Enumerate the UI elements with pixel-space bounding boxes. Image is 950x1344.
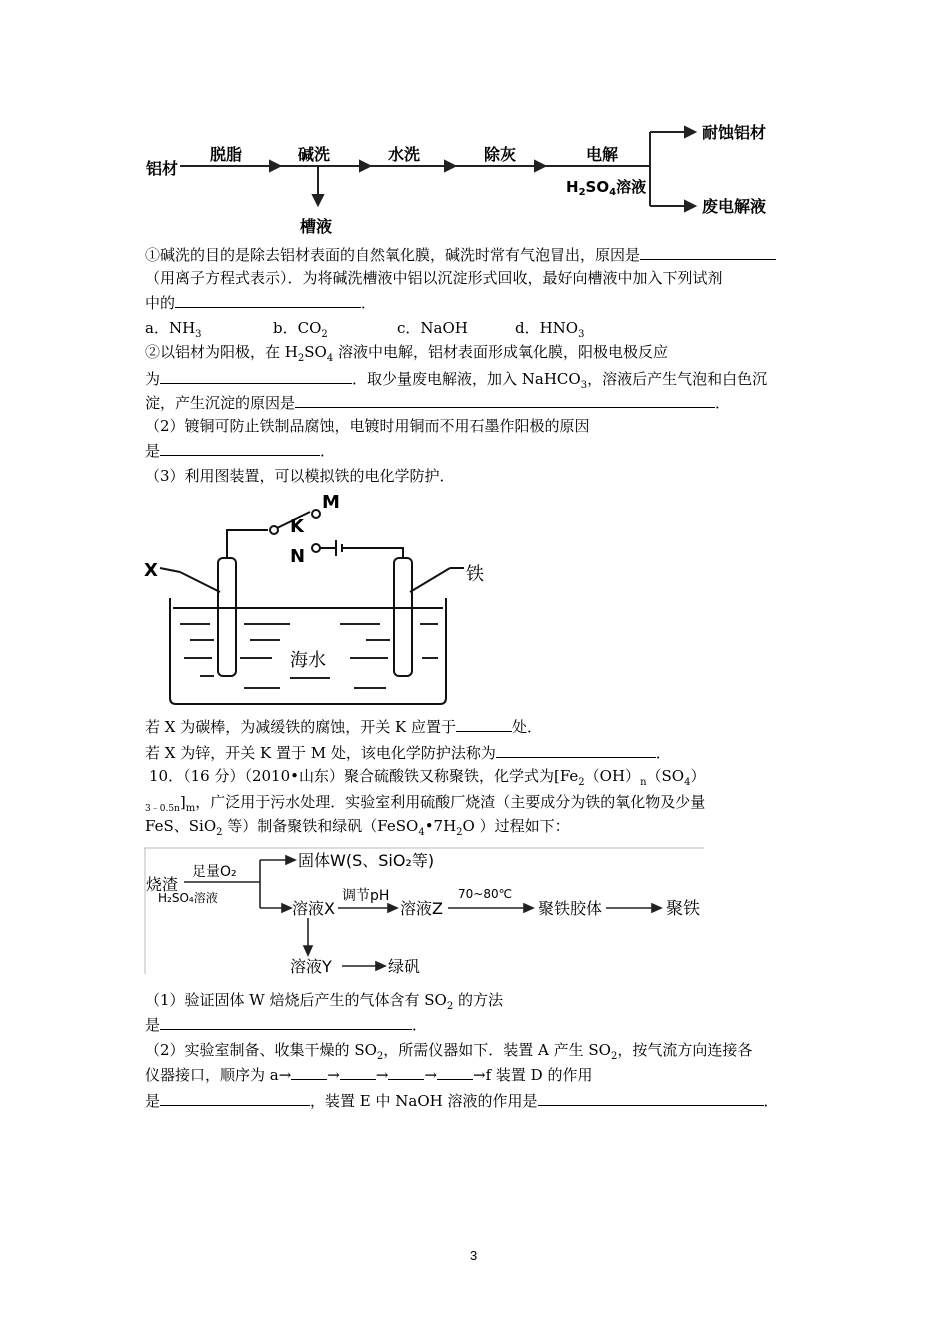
answer-blank[interactable]	[175, 292, 361, 308]
flow-output: 耐蚀铝材	[702, 123, 767, 142]
q1-line1: ①碱洗的目的是除去铝材表面的自然氧化膜，碱洗时常有气泡冒出，原因是	[145, 244, 776, 265]
sub2-line3: 是 ，装置 E 中 NaOH 溶液的作用是 ．	[145, 1092, 779, 1110]
answer-blank[interactable]	[160, 1090, 310, 1106]
q1-line7: 淀，产生沉淀的原因是 ．	[145, 394, 731, 412]
flow-step: 脱脂	[210, 145, 243, 164]
q2-line2: 是 ．	[145, 442, 336, 460]
q1-line5: ②以铝材为阳极，在 $H_2SO_4$ 溶液中电解，铝材表面形成氧化膜，阳极电极反应	[145, 343, 668, 364]
answer-blank[interactable]	[295, 392, 715, 408]
answer-blank[interactable]	[160, 440, 320, 456]
reagent-acid: H₂SO₄溶液	[158, 891, 218, 905]
switch-k: K	[290, 516, 304, 537]
answer-blank[interactable]	[640, 244, 776, 260]
answer-blank[interactable]	[388, 1064, 424, 1080]
electrochemical-protection-diagram	[140, 490, 500, 712]
answer-blank[interactable]	[291, 1064, 327, 1080]
solution-x: 溶液X	[292, 899, 335, 918]
option-b[interactable]: b．$CO_2$	[273, 319, 328, 340]
q3-line3: 若 X 为锌，开关 K 置于 M 处，该电化学防护法称为 ．	[145, 744, 671, 762]
q3-line2: 若 X 为碳棒，为减缓铁的腐蚀，开关 K 应置于 处．	[145, 718, 542, 736]
answer-blank[interactable]	[160, 368, 352, 384]
flow-start: 烧渣	[146, 875, 179, 894]
flow-output: 废电解液	[702, 197, 767, 216]
solution-z: 溶液Z	[400, 899, 443, 918]
q10-line2: $_{3﹣0.5n}]_m$，广泛用于污水处理．实验室利用硫酸厂烧渣（主要成分为铁的氧化物及少量	[145, 793, 706, 814]
reagent-oxygen: 足量O₂	[192, 864, 237, 880]
option-c[interactable]: c．NaOH	[397, 319, 468, 337]
terminal-m: M	[322, 492, 340, 513]
option-a[interactable]: a．$NH_3$	[145, 319, 202, 340]
answer-blank[interactable]	[160, 1014, 412, 1030]
flow-step: 碱洗	[298, 145, 331, 164]
flow-step: 水洗	[388, 145, 421, 164]
q1-line6: 为 ．取少量废电解液，加入 NaHCO$_3$，溶液后产生气泡和白色沉	[145, 370, 768, 391]
ferric-sulfate-process-diagram	[144, 846, 714, 980]
sub2-line1: （2）实验室制备、收集干燥的 $SO_2$，所需仪器如下．装置 A 产生 $SO_2$，按气流方向连接各	[145, 1041, 753, 1062]
green-vitriol: 绿矾	[388, 957, 421, 976]
answer-blank[interactable]	[340, 1064, 376, 1080]
answer-blank[interactable]	[456, 716, 512, 732]
q10-line3: FeS、SiO$_2$ 等）制备聚铁和绿矾（$FeSO_4•7H_2O$ ）过程如下：	[145, 817, 570, 838]
q1-options	[145, 318, 584, 345]
flow-step: 电解	[586, 145, 619, 164]
q10-line1: 10．（16 分）（2010•山东）聚合硫酸铁又称聚铁，化学式为[$Fe_2(OH)_n(SO_4)$	[149, 767, 706, 788]
seawater-label: 海水	[290, 650, 326, 671]
q1-line2: （用离子方程式表示）．为将碱洗槽液中铝以沉淀形式回收，最好向槽液中加入下列试剂	[145, 269, 723, 287]
sub1-line2: 是 ．	[145, 1016, 428, 1034]
flow-electrolyte: $H_2SO_4$溶液	[566, 178, 647, 198]
flow-branch: 槽液	[300, 217, 333, 236]
sub1-line1: （1）验证固体 W 焙烧后产生的气体含有 $SO_2$ 的方法	[145, 991, 503, 1012]
q3-line1: （3）利用图装置，可以模拟铁的电化学防护．	[145, 467, 455, 485]
flow-step: 除灰	[484, 145, 517, 164]
solid-w: 固体W(S、SiO₂等)	[298, 851, 435, 870]
answer-blank[interactable]	[538, 1090, 764, 1106]
terminal-n: N	[290, 546, 306, 567]
aluminum-process-diagram	[140, 120, 800, 240]
iron-electrode: 铁	[466, 564, 484, 585]
adjust-ph: 调节pH	[342, 888, 390, 904]
page-number: 3	[470, 1248, 478, 1263]
q1-line3: 中的 ．	[145, 294, 377, 312]
product: 聚铁	[666, 899, 700, 919]
electrode-x: X	[144, 560, 158, 581]
q2-line1: （2）镀铜可防止铁制品腐蚀，电镀时用铜而不用石墨作阳极的原因	[145, 417, 590, 435]
flow-start: 铝材	[146, 159, 179, 178]
answer-blank[interactable]	[437, 1064, 473, 1080]
temperature: 70~80℃	[458, 887, 513, 901]
option-d[interactable]: d．$HNO_3$	[515, 319, 585, 340]
sub2-line2: 仪器接口，顺序为 a→ → → → →f 装置 D 的作用	[145, 1066, 593, 1084]
answer-blank[interactable]	[496, 742, 656, 758]
colloid: 聚铁胶体	[538, 899, 603, 918]
solution-y: 溶液Y	[290, 957, 332, 976]
